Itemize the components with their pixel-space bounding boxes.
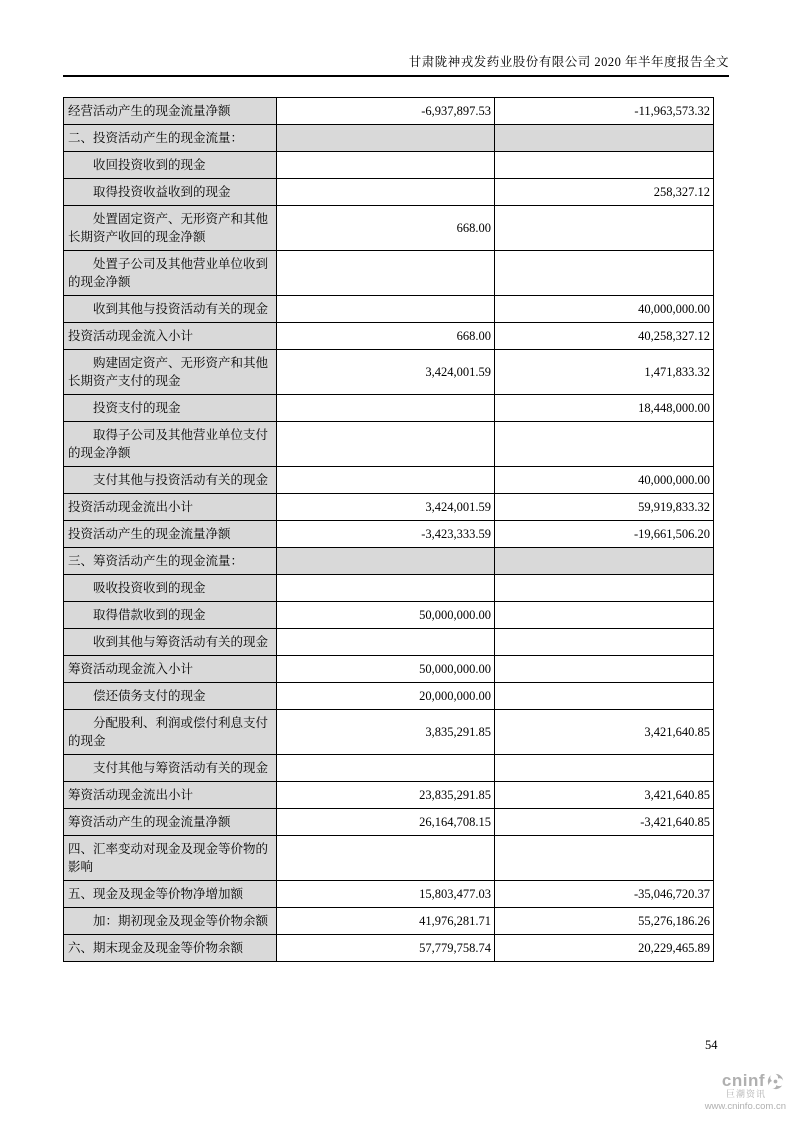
table-row — [64, 467, 714, 494]
prior-period-value-cell: 55,276,186.26 — [495, 908, 714, 935]
table-row — [64, 683, 714, 710]
row-label-cell: 取得借款收到的现金 — [64, 602, 277, 629]
current-period-value-cell — [277, 251, 495, 296]
row-label-cell: 分配股利、利润或偿付利息支付的现金 — [64, 710, 277, 755]
table-row — [64, 629, 714, 656]
cash-flow-table — [63, 97, 714, 962]
current-period-value-cell: 41,976,281.71 — [277, 908, 495, 935]
row-label-cell: 经营活动产生的现金流量净额 — [64, 98, 277, 125]
prior-period-value-cell: -35,046,720.37 — [495, 881, 714, 908]
prior-period-value-cell: 1,471,833.32 — [495, 350, 714, 395]
page-header — [63, 54, 729, 77]
current-period-value-cell: 3,424,001.59 — [277, 494, 495, 521]
current-period-value-cell: 50,000,000.00 — [277, 656, 495, 683]
row-label-cell: 五、现金及现金等价物净增加额 — [64, 881, 277, 908]
table-row — [64, 782, 714, 809]
row-label-cell: 筹资活动产生的现金流量净额 — [64, 809, 277, 836]
table-row — [64, 836, 714, 881]
prior-period-value-cell — [495, 602, 714, 629]
table-row — [64, 656, 714, 683]
current-period-value-cell — [277, 296, 495, 323]
prior-period-value-cell — [495, 629, 714, 656]
table-row — [64, 710, 714, 755]
current-period-value-cell — [277, 575, 495, 602]
current-period-value-cell: -3,423,333.59 — [277, 521, 495, 548]
current-period-value-cell — [277, 422, 495, 467]
row-label-cell: 四、汇率变动对现金及现金等价物的影响 — [64, 836, 277, 881]
prior-period-value-cell — [495, 683, 714, 710]
page-number: 54 — [705, 1038, 718, 1052]
table-row — [64, 296, 714, 323]
table-row — [64, 908, 714, 935]
prior-period-value-cell: 40,258,327.12 — [495, 323, 714, 350]
table-row — [64, 179, 714, 206]
prior-period-value-cell — [495, 125, 714, 152]
current-period-value-cell: -6,937,897.53 — [277, 98, 495, 125]
current-period-value-cell — [277, 152, 495, 179]
prior-period-value-cell — [495, 755, 714, 782]
prior-period-value-cell — [495, 575, 714, 602]
prior-period-value-cell: 18,448,000.00 — [495, 395, 714, 422]
row-label-cell: 筹资活动现金流入小计 — [64, 656, 277, 683]
prior-period-value-cell — [495, 152, 714, 179]
table-row — [64, 881, 714, 908]
current-period-value-cell — [277, 629, 495, 656]
table-row — [64, 98, 714, 125]
table-row — [64, 422, 714, 467]
prior-period-value-cell — [495, 206, 714, 251]
table-row — [64, 350, 714, 395]
row-label-cell: 六、期末现金及现金等价物余额 — [64, 935, 277, 962]
row-label-cell: 偿还债务支付的现金 — [64, 683, 277, 710]
current-period-value-cell: 3,424,001.59 — [277, 350, 495, 395]
row-label-cell: 收回投资收到的现金 — [64, 152, 277, 179]
table-row — [64, 395, 714, 422]
prior-period-value-cell: 258,327.12 — [495, 179, 714, 206]
current-period-value-cell — [277, 755, 495, 782]
row-label-cell: 投资支付的现金 — [64, 395, 277, 422]
row-label-cell: 加：期初现金及现金等价物余额 — [64, 908, 277, 935]
row-label-cell: 购建固定资产、无形资产和其他长期资产支付的现金 — [64, 350, 277, 395]
table-row — [64, 935, 714, 962]
row-label-cell: 投资活动产生的现金流量净额 — [64, 521, 277, 548]
table-row — [64, 494, 714, 521]
current-period-value-cell: 668.00 — [277, 206, 495, 251]
current-period-value-cell — [277, 467, 495, 494]
current-period-value-cell: 50,000,000.00 — [277, 602, 495, 629]
table-row — [64, 809, 714, 836]
prior-period-value-cell: 40,000,000.00 — [495, 296, 714, 323]
table-row — [64, 575, 714, 602]
prior-period-value-cell: -19,661,506.20 — [495, 521, 714, 548]
prior-period-value-cell: 59,919,833.32 — [495, 494, 714, 521]
cninfo-chinese-text: 巨潮资讯 — [725, 1088, 766, 1099]
prior-period-value-cell: 3,421,640.85 — [495, 710, 714, 755]
row-label-cell: 收到其他与筹资活动有关的现金 — [64, 629, 277, 656]
current-period-value-cell — [277, 395, 495, 422]
row-label-cell: 支付其他与投资活动有关的现金 — [64, 467, 277, 494]
current-period-value-cell: 20,000,000.00 — [277, 683, 495, 710]
table-row — [64, 152, 714, 179]
prior-period-value-cell: 3,421,640.85 — [495, 782, 714, 809]
row-label-cell: 三、筹资活动产生的现金流量： — [64, 548, 277, 575]
current-period-value-cell — [277, 836, 495, 881]
cninfo-logo — [668, 1072, 788, 1112]
row-label-cell: 投资活动现金流入小计 — [64, 323, 277, 350]
prior-period-value-cell — [495, 656, 714, 683]
current-period-value-cell — [277, 548, 495, 575]
current-period-value-cell — [277, 179, 495, 206]
prior-period-value-cell — [495, 251, 714, 296]
prior-period-value-cell: 20,229,465.89 — [495, 935, 714, 962]
row-label-cell: 取得子公司及其他营业单位支付的现金净额 — [64, 422, 277, 467]
cninfo-logo-top — [668, 1072, 788, 1091]
prior-period-value-cell: 40,000,000.00 — [495, 467, 714, 494]
header-rule — [63, 75, 729, 77]
row-label-cell: 处置子公司及其他营业单位收到的现金净额 — [64, 251, 277, 296]
cninfo-swirl-icon — [767, 1073, 784, 1090]
table-row — [64, 251, 714, 296]
table-row — [64, 323, 714, 350]
current-period-value-cell: 3,835,291.85 — [277, 710, 495, 755]
row-label-cell: 吸收投资收到的现金 — [64, 575, 277, 602]
row-label-cell: 投资活动现金流出小计 — [64, 494, 277, 521]
row-label-cell: 二、投资活动产生的现金流量： — [64, 125, 277, 152]
current-period-value-cell: 668.00 — [277, 323, 495, 350]
section-row — [64, 125, 714, 152]
current-period-value-cell: 23,835,291.85 — [277, 782, 495, 809]
row-label-cell: 筹资活动现金流出小计 — [64, 782, 277, 809]
current-period-value-cell: 15,803,477.03 — [277, 881, 495, 908]
current-period-value-cell: 26,164,708.15 — [277, 809, 495, 836]
table-row — [64, 206, 714, 251]
row-label-cell: 支付其他与筹资活动有关的现金 — [64, 755, 277, 782]
header-title: 甘肃陇神戎发药业股份有限公司 2020 年半年度报告全文 — [408, 55, 729, 69]
row-label-cell: 取得投资收益收到的现金 — [64, 179, 277, 206]
prior-period-value-cell — [495, 422, 714, 467]
row-label-cell: 处置固定资产、无形资产和其他长期资产收回的现金净额 — [64, 206, 277, 251]
prior-period-value-cell: -3,421,640.85 — [495, 809, 714, 836]
table-row — [64, 602, 714, 629]
prior-period-value-cell — [495, 836, 714, 881]
section-row — [64, 548, 714, 575]
current-period-value-cell — [277, 125, 495, 152]
table-row — [64, 521, 714, 548]
row-label-cell: 收到其他与投资活动有关的现金 — [64, 296, 277, 323]
prior-period-value-cell: -11,963,573.32 — [495, 98, 714, 125]
prior-period-value-cell — [495, 548, 714, 575]
current-period-value-cell: 57,779,758.74 — [277, 935, 495, 962]
cash-flow-table-body — [64, 98, 714, 962]
table-row — [64, 755, 714, 782]
cninfo-url-text: www.cninfo.com.cn — [704, 1100, 786, 1112]
cninfo-brand-text: cninf — [721, 1071, 765, 1090]
